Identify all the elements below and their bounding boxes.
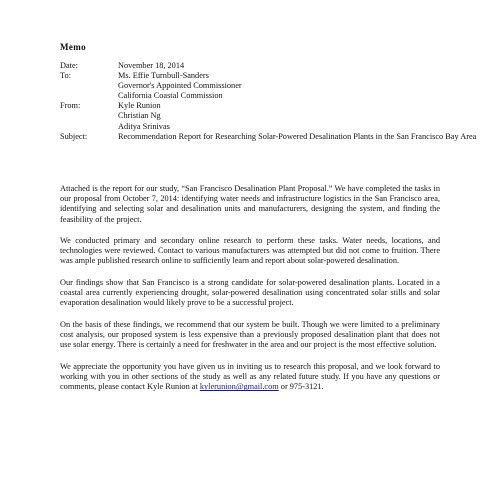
date-value: November 18, 2014 xyxy=(118,61,185,70)
from-line: Christian Ng xyxy=(118,111,161,121)
to-line: Governor's Appointed Commissioner xyxy=(118,81,242,91)
date-label: Date: xyxy=(60,61,78,70)
closing-text: We appreciate the opportunity you have given us in inviting us to research this proposal, and we look forward to working with you in other sections of the study as well as any related future study. If you have any questions or comments, please contact Kyle Runion at xyxy=(60,362,440,392)
body-paragraph: We conducted primary and secondary online research to perform these tasks. Water needs, locations, and technologies were reviewed. Contact to various manufacturers was attempted but did not come to fruition. There was ample published research online to sufficiently learn and report about solar-powered desalination. xyxy=(60,236,440,266)
from-label: From: xyxy=(60,101,81,111)
body-paragraph: On the basis of these findings, we recommend that our system be built. Though we were limited to a preliminary cost analysis, our proposed system is less expensive than a previously proposed desalination plant that does not use solar energy. There is certainly a need for freshwater in the area and our project is the most effective solution. xyxy=(60,320,440,350)
subject-value: Recommendation Report for Researching Solar-Powered Desalination Plants in the San Francisco Bay Area xyxy=(118,131,477,141)
email-link[interactable]: kylerunion@gmail.com xyxy=(199,382,279,392)
memo-title: Memo xyxy=(60,42,87,52)
from-line: Kyle Runion xyxy=(118,101,161,111)
from-line: Aditya Srinivas xyxy=(118,121,170,131)
closing-tail: or 975-3121. xyxy=(278,382,324,392)
to-line: Ms. Effie Turnbull-Sanders xyxy=(118,71,209,81)
subject-label: Subject: xyxy=(60,131,88,141)
closing-paragraph xyxy=(60,362,440,393)
to-line: California Coastal Commission xyxy=(118,91,223,101)
to-label: To: xyxy=(60,71,71,81)
body-paragraph: Our findings show that San Francisco is a strong candidate for solar-powered desalination plants. Located in a coastal area currently experiencing drought, solar-powered desalination using concentrated solar stills and solar evaporation desalination would likely prove to be a successful project. xyxy=(60,278,440,308)
body-paragraph: Attached is the report for our study, “San Francisco Desalination Plant Proposal.” We have completed the tasks in our proposal from October 7, 2014: identifying water needs and infrastructure logistics in the San Francisco area, identifying and selecting solar and desalination units and manufacturers, designing the system, and finding the feasibility of the project. xyxy=(60,184,440,224)
